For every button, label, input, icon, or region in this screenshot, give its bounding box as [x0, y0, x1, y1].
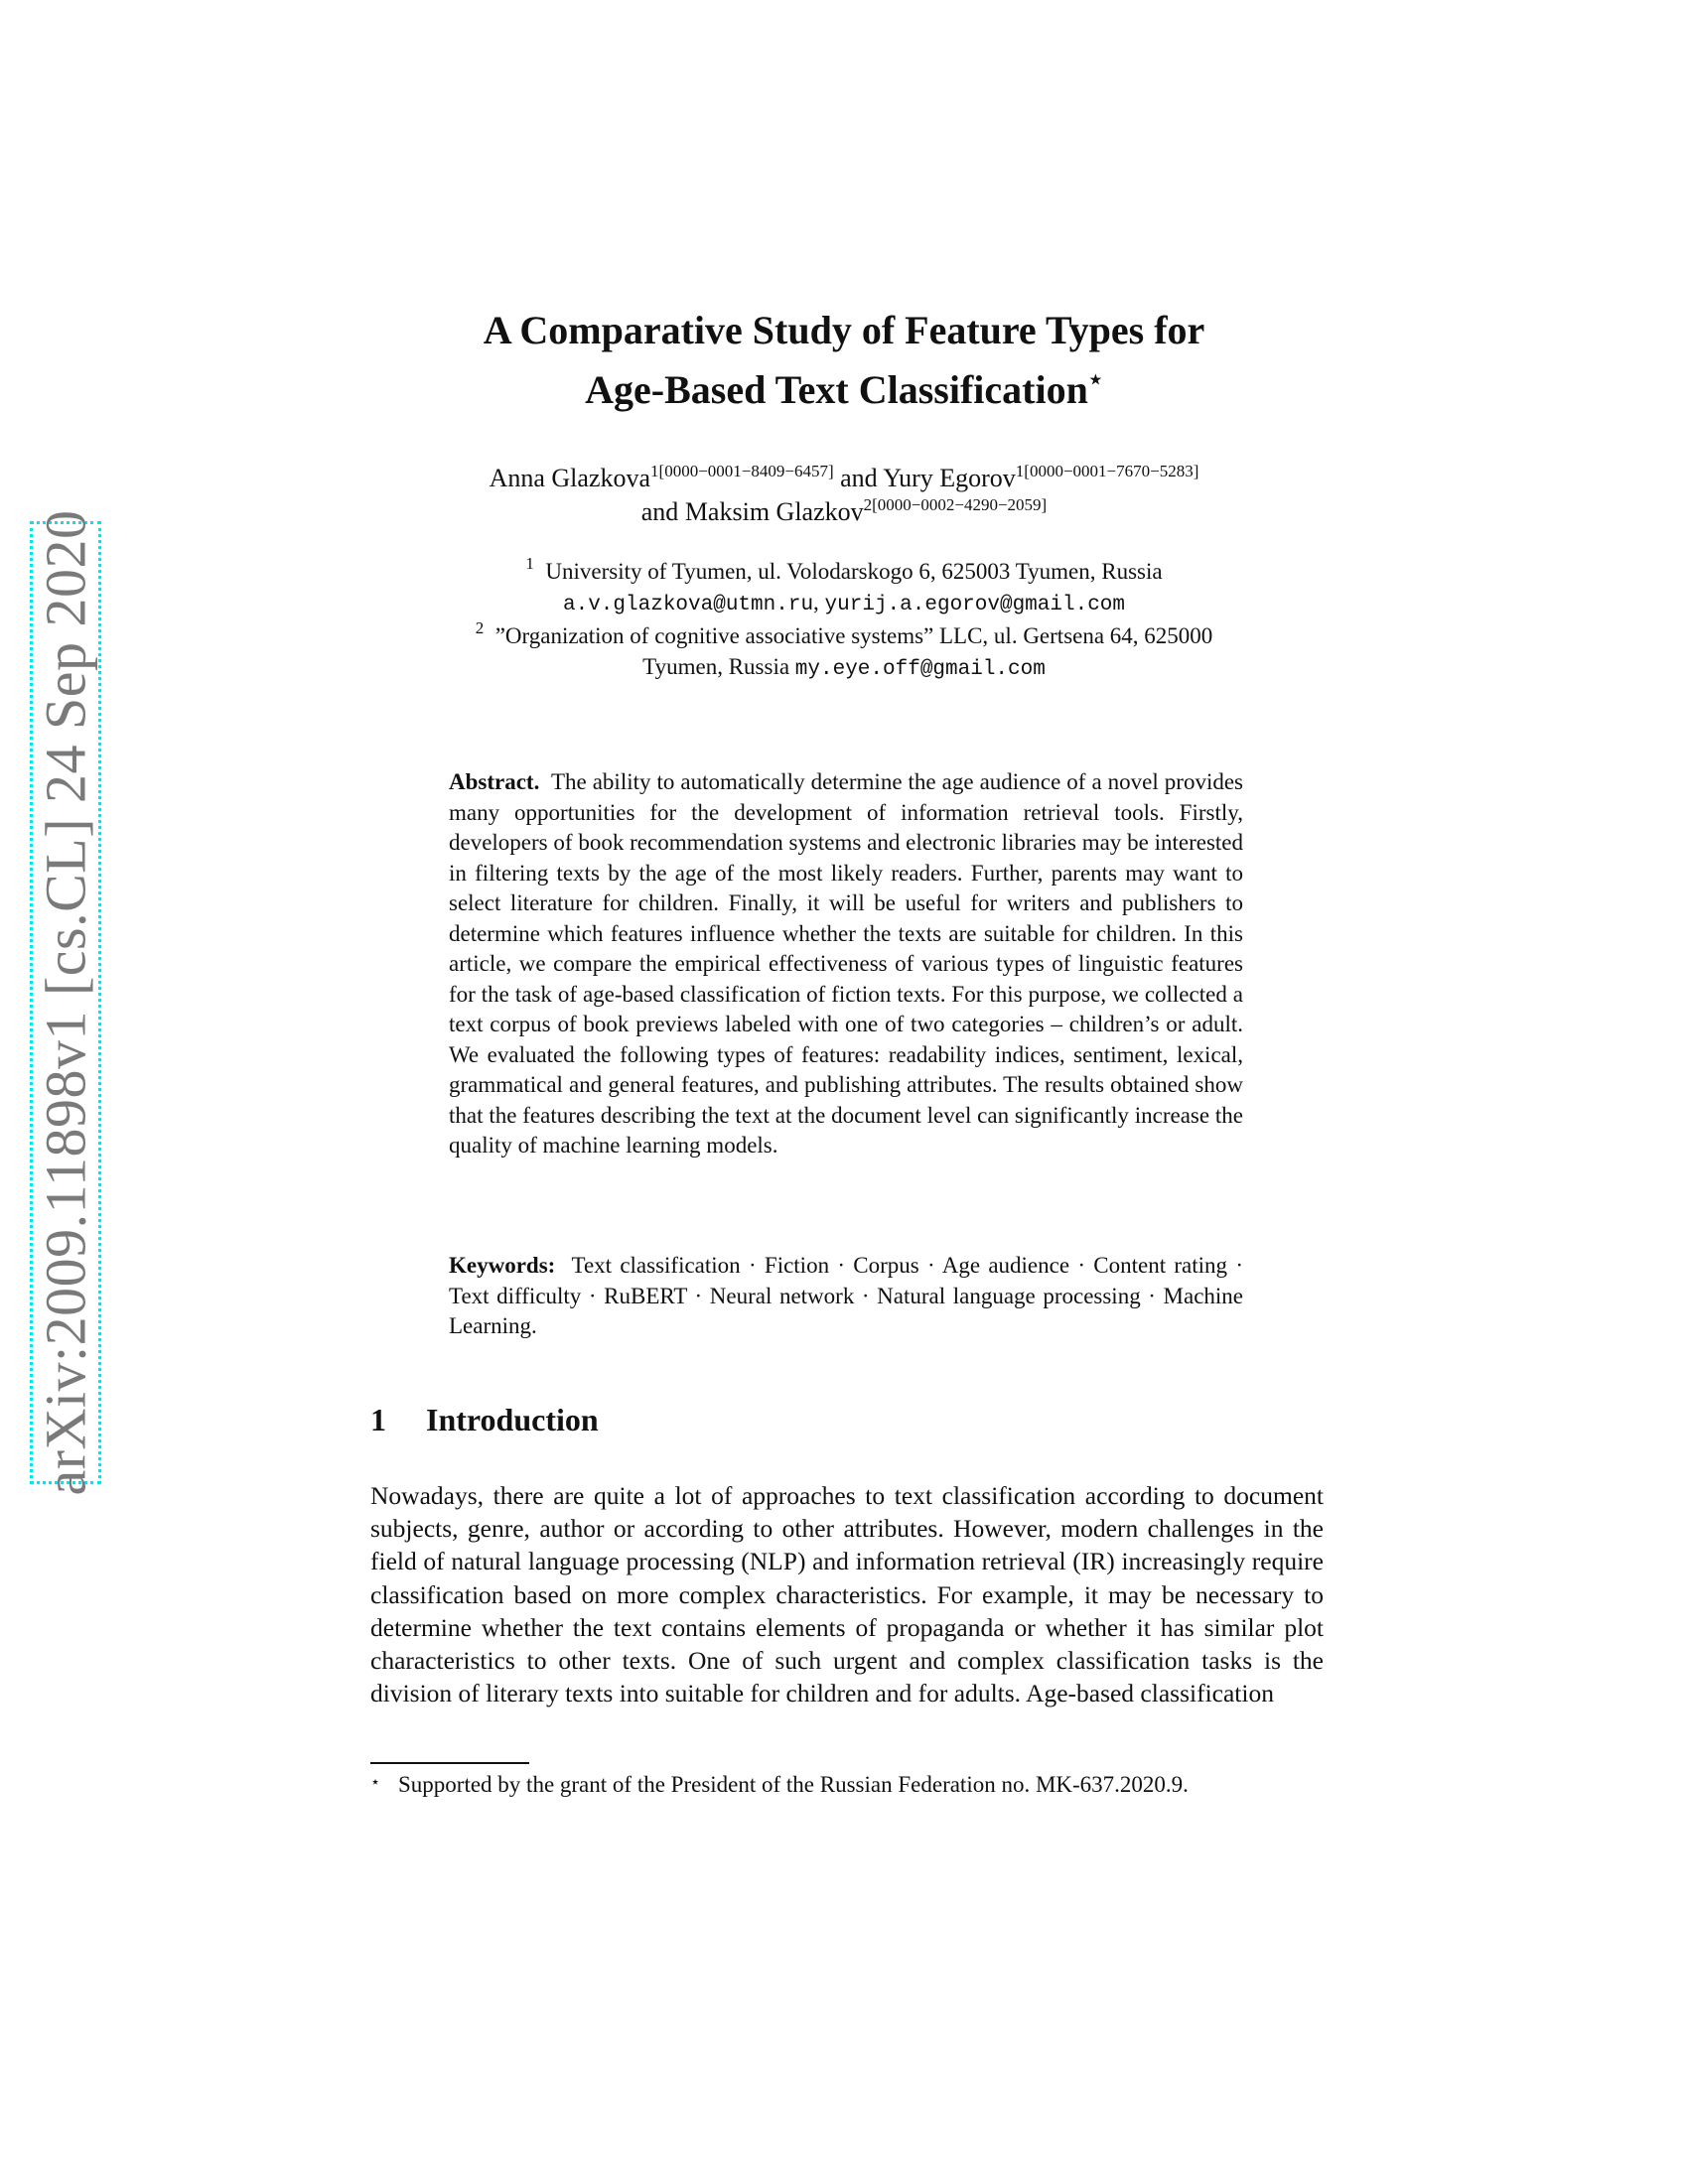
section-title: Introduction — [426, 1402, 599, 1437]
affiliation-text: University of Tyumen, ul. Volodarskogo 6, 625003 Tyumen, Russia — [545, 559, 1163, 584]
intro-paragraph: Nowadays, there are quite a lot of approaches to text classification according to document subjects, genre, author or according to other attributes. However, modern challenges in the field of natural language processing (NLP) and information retrieval (IR) increasingly require classification based on more complex characteristics. For example, it may be necessary to determine whether the text contains elements of propaganda or whether it has similar plot characteristics to other texts. One of such urgent and complex classification tasks is the division of literary texts into suitable for children and for adults. Age-based classification — [370, 1481, 1324, 1708]
author-line-1 — [328, 462, 1360, 495]
keywords-text: Text classification · Fiction · Corpus · Age audience · Content rating · Text difficulty · RuBERT · Neural network · Natural language processing · Machine Learning. — [449, 1253, 1243, 1338]
title-line-2 — [328, 355, 1360, 415]
title-footnote-star: ⋆ — [1087, 367, 1103, 393]
affiliation-2 — [328, 620, 1360, 651]
section-heading — [370, 1402, 599, 1438]
keywords — [449, 1251, 1243, 1342]
abstract — [449, 767, 1243, 1161]
author-conjunction: and — [640, 497, 685, 526]
email-separator: , — [813, 590, 825, 614]
footnote-star: ⋆ — [370, 1774, 381, 1791]
affiliation-marker: 1 — [525, 554, 534, 573]
abstract-label: Abstract. — [449, 769, 540, 794]
author-conjunction: and — [833, 464, 884, 492]
affiliation-text: Tyumen, Russia — [642, 654, 795, 679]
author-orcid: 2[0000−0002−4290−2059] — [863, 495, 1048, 514]
affiliations — [328, 556, 1360, 685]
affiliation-marker: 2 — [475, 618, 485, 637]
footnote-text: Supported by the grant of the President of the Russian Federation no. MK-637.2020.9. — [398, 1772, 1189, 1797]
arxiv-stamp — [30, 509, 101, 1496]
author-orcid: 1[0000−0001−8409−6457] — [650, 462, 834, 480]
email-link[interactable]: yurij.a.egorov@gmail.com — [824, 594, 1125, 616]
author-orcid: 1[0000−0001−7670−5283] — [1015, 462, 1199, 480]
keywords-label: Keywords: — [449, 1253, 556, 1278]
author-name: Maksim Glazkov — [684, 497, 864, 526]
section-number: 1 — [370, 1402, 386, 1437]
affiliation-1 — [328, 556, 1360, 587]
author-line-2 — [328, 495, 1360, 529]
footnote-rule — [370, 1762, 529, 1764]
affiliation-1-emails — [328, 587, 1360, 620]
title-line-2-text: Age-Based Text Classification — [585, 367, 1088, 412]
footnote — [370, 1770, 1324, 1800]
affiliation-text: ”Organization of cognitive associative systems” LLC, ul. Gertsena 64, 625000 — [494, 623, 1213, 648]
abstract-text: The ability to automatically determine the age audience of a novel provides many opportunities for the development of information retrieval tools. Firstly, developers of book recommendation systems and electronic libraries may be interested in filtering texts by the age of the most likely readers. Further, parents may want to select literature for children. Finally, it will be useful for writers and publishers to determine which features influence whether the texts are suitable for children. In this article, we compare the empirical effectiveness of various types of linguistic features for the task of age-based classification of fiction texts. For this purpose, we collected a text corpus of book previews labeled with one of two categories – children’s or adult. We evaluated the following types of features: readability indices, sentiment, lexical, grammatical and general features, and publishing attributes. The results obtained show that the features describing the text at the document level can significantly increase the quality of machine learning models. — [449, 769, 1243, 1158]
author-list — [328, 462, 1360, 529]
affiliation-2-cont — [328, 651, 1360, 685]
email-link[interactable]: a.v.glazkova@utmn.ru — [563, 594, 814, 616]
paper-title — [328, 306, 1360, 415]
author-name: Yury Egorov — [883, 464, 1016, 492]
title-line-1: A Comparative Study of Feature Types for — [483, 308, 1205, 352]
email-link[interactable]: my.eye.off@gmail.com — [794, 658, 1046, 681]
arxiv-identifier: arXiv:2009.11898v1 [cs.CL] 24 Sep 2020 — [33, 509, 98, 1496]
author-name: Anna Glazkova — [489, 464, 651, 492]
